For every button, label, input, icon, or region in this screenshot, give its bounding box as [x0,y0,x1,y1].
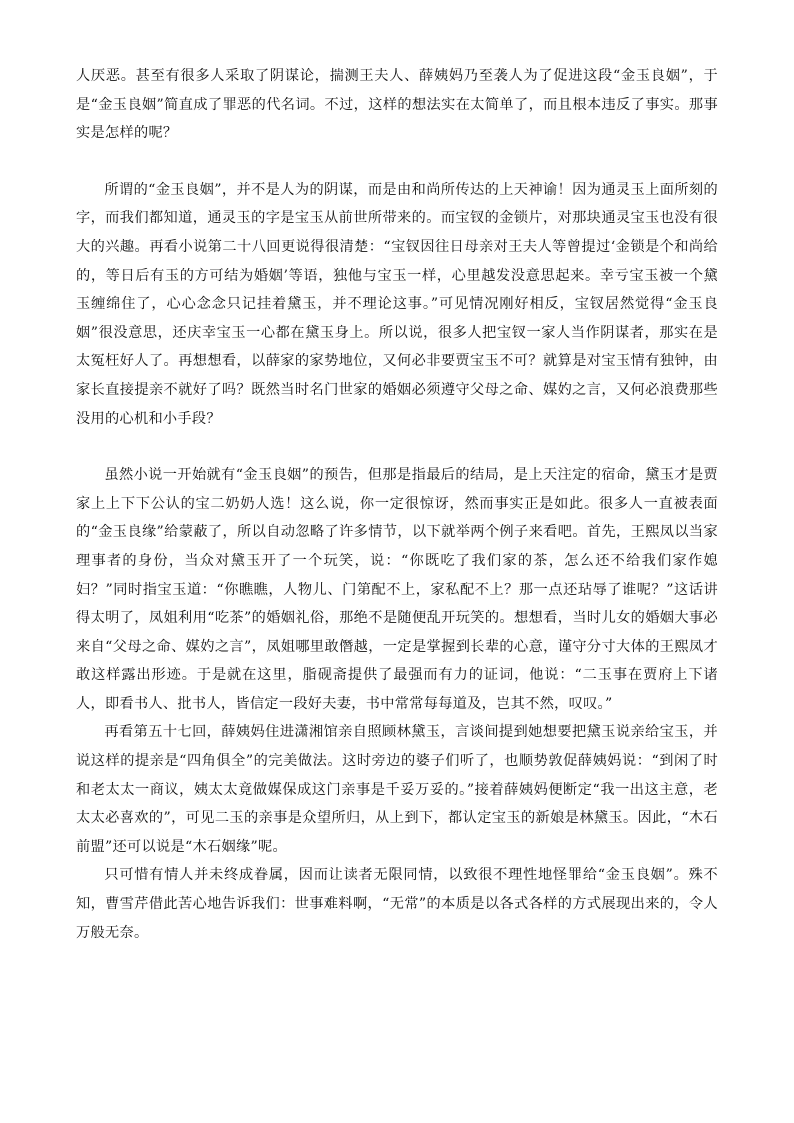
document-page [76,62,718,947]
paragraph-3: 虽然小说一开始就有“金玉良姻”的预告，但那是指最后的结局，是上天注定的宿命，黛玉才是贾家上上下下公认的宝二奶奶人选！这么说，你一定很惊讶，然而事实正是如此。很多人一直被表面的“金玉良缘”给蒙蔽了，所以自动忽略了许多情节，以下就举两个例子来看吧。首先，王熙凤以当家理事者的身份，当众对黛玉开了一个玩笑，说：“你既吃了我们家的茶，怎么还不给我们家作媳妇？”同时指宝玉道：“你瞧瞧，人物儿、门第配不上，家私配不上？那一点还玷辱了谁呢？”这话讲得太明了，凤姐利用“吃茶”的婚姻礼俗，那绝不是随便乱开玩笑的。想想看，当时儿女的婚姻大事必来自“父母之命、媒妁之言”，凤姐哪里敢僭越，一定是掌握到长辈的心意，谨守分寸大体的王熙凤才敢这样露出形迹。于是就在这里，脂砚斋提供了最强而有力的证词，他说：“二玉事在贾府上下诸人，即看书人、批书人，皆信定一段好夫妻，书中常常每每道及，岂其不然，叹叹。” [76,467,718,712]
paragraph-2: 所谓的“金玉良姻”，并不是人为的阴谋，而是由和尚所传达的上天神谕！因为通灵玉上面所刻的字，而我们都知道，通灵玉的字是宝玉从前世所带来的。而宝钗的金锁片，对那块通灵宝玉也没有很大的兴趣。再看小说第二十八回更说得很清楚：“宝钗因往日母亲对王夫人等曾提过‘金锁是个和尚给的，等日后有玉的方可结为婚姻’等语，独他与宝玉一样，心里越发没意思起来。幸亏宝玉被一个黛玉缠绵住了，心心念念只记挂着黛玉，并不理论这事。”可见情况刚好相反，宝钗居然觉得“金玉良姻”很没意思，还庆幸宝玉一心都在黛玉身上。所以说，很多人把宝钗一家人当作阴谋者，那实在是太冤枉好人了。再想想看，以薛家的家势地位，又何必非要贾宝玉不可？就算是对宝玉情有独钟，由家长直接提亲不就好了吗？既然当时名门世家的婚姻必须遵守父母之命、媒妁之言，又何必浪费那些没用的心机和小手段？ [76,181,718,427]
paragraph-4: 再看第五十七回，薛姨妈住进潇湘馆亲自照顾林黛玉，言谈间提到她想要把黛玉说亲给宝玉，并说这样的提亲是“四角俱全”的完美做法。这时旁边的婆子们听了，也顺势敦促薛姨妈说：“到闲了时和老太太一商议，姨太太竟做媒保成这门亲事是千妥万妥的。”接着薛姨妈便断定“我一出这主意，老太太必喜欢的”，可见二玉的亲事是众望所归，从上到下，都认定宝玉的新娘是林黛玉。因此，“木石前盟”还可以说是“木石姻缘”呢。 [76,724,718,855]
paragraph-5: 只可惜有情人并未终成眷属，因而让读者无限同情，以致很不理性地怪罪给“金玉良姻”。殊不知，曹雪芹借此苦心地告诉我们：世事难料啊，“无常”的本质是以各式各样的方式展现出来的，令人万般无奈。 [76,867,718,941]
paragraph-1: 人厌恶。甚至有很多人采取了阴谋论，揣测王夫人、薛姨妈乃至袭人为了促进这段“金玉良姻”，于是“金玉良姻”简直成了罪恶的代名词。不过，这样的想法实在太简单了，而且根本违反了事实。那事实是怎样的呢？ [76,68,718,142]
